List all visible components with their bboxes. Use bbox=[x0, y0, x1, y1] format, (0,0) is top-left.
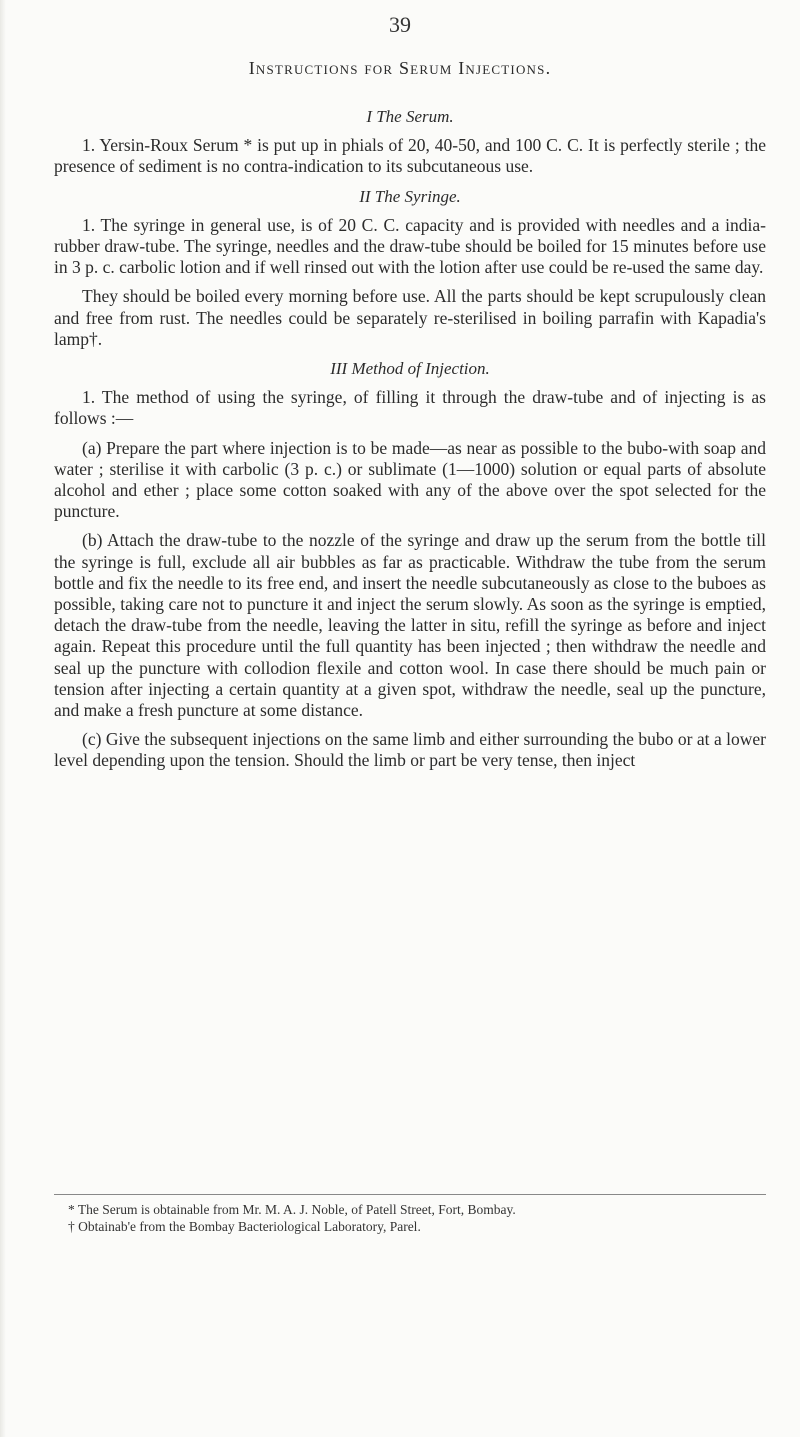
footnote-lamp: † Obtainab'e from the Bombay Bacteriological Laboratory, Parel. bbox=[68, 1219, 421, 1234]
paragraph: They should be boiled every morning before use. All the parts should be kept scrupulously clean and free from rust. The needles could be separately re-sterilised in boiling parrafin with Kapadia's lamp†. bbox=[54, 286, 766, 349]
paragraph: 1. Yersin-Roux Serum * is put up in phials of 20, 40-50, and 100 C. C. It is perfectly sterile ; the presence of sediment is no contra-indication to its subcutaneous use. bbox=[54, 135, 766, 177]
footnote-serum: * The Serum is obtainable from Mr. M. A. J. Noble, of Patell Street, Fort, Bombay. bbox=[68, 1202, 516, 1217]
footnotes bbox=[54, 1194, 766, 1235]
section-heading-method: III Method of Injection. bbox=[330, 359, 490, 379]
paragraph: 1. The syringe in general use, is of 20 C. C. capacity and is provided with needles and a india-rubber draw-tube. The syringe, needles and the draw-tube should be boiled for 15 minutes before use in 3 p. c. carbolic lotion and if well rinsed out with the lotion after use could be re-used the same day. bbox=[54, 214, 766, 278]
body-text bbox=[54, 100, 766, 780]
paragraph-c: (c) Give the subsequent injections on the same limb and either surrounding the bubo or at a lower level depending upon the tension. Should the limb or part be very tense, then inject bbox=[54, 729, 766, 771]
paragraph: 1. The method of using the syringe, of filling it through the draw-tube and of injecting is as follows :— bbox=[54, 387, 766, 429]
paragraph-b: (b) Attach the draw-tube to the nozzle of the syringe and draw up the serum from the bottle till the syringe is full, exclude all air bubbles as far as practicable. Withdraw the tube from the serum bottle and fix the needle to its free end, and insert the needle subcutaneously as close to the buboes as possible, taking care not to puncture it and inject the serum slowly. As soon as the syringe is emptied, detach the draw-tube from the needle, leaving the latter in situ, refill the syringe as before and inject again. Repeat this procedure until the full quantity has been injected ; then withdraw the needle and seal up the puncture with collodion flexile and cotton wool. In case there should be much pain or tension after injecting a certain quantity at a given spot, withdraw the needle, seal up the puncture, and make a fresh puncture at some distance. bbox=[54, 530, 766, 721]
page-number: 39 bbox=[389, 12, 411, 37]
section-heading-syringe: II The Syringe. bbox=[359, 186, 461, 206]
section-heading-serum: I The Serum. bbox=[366, 107, 454, 126]
page-edge-shadow bbox=[0, 0, 6, 1437]
running-head: Instructions for Serum Injections. bbox=[248, 58, 552, 78]
paragraph-a: (a) Prepare the part where injection is to be made—as near as possible to the bubo-with soap and water ; sterilise it with carbolic (3 p. c.) or sublimate (1—1000) solution or equal parts of absolute alcohol and ether ; place some cotton soaked with any of the above over the spot selected for the puncture. bbox=[54, 437, 766, 522]
